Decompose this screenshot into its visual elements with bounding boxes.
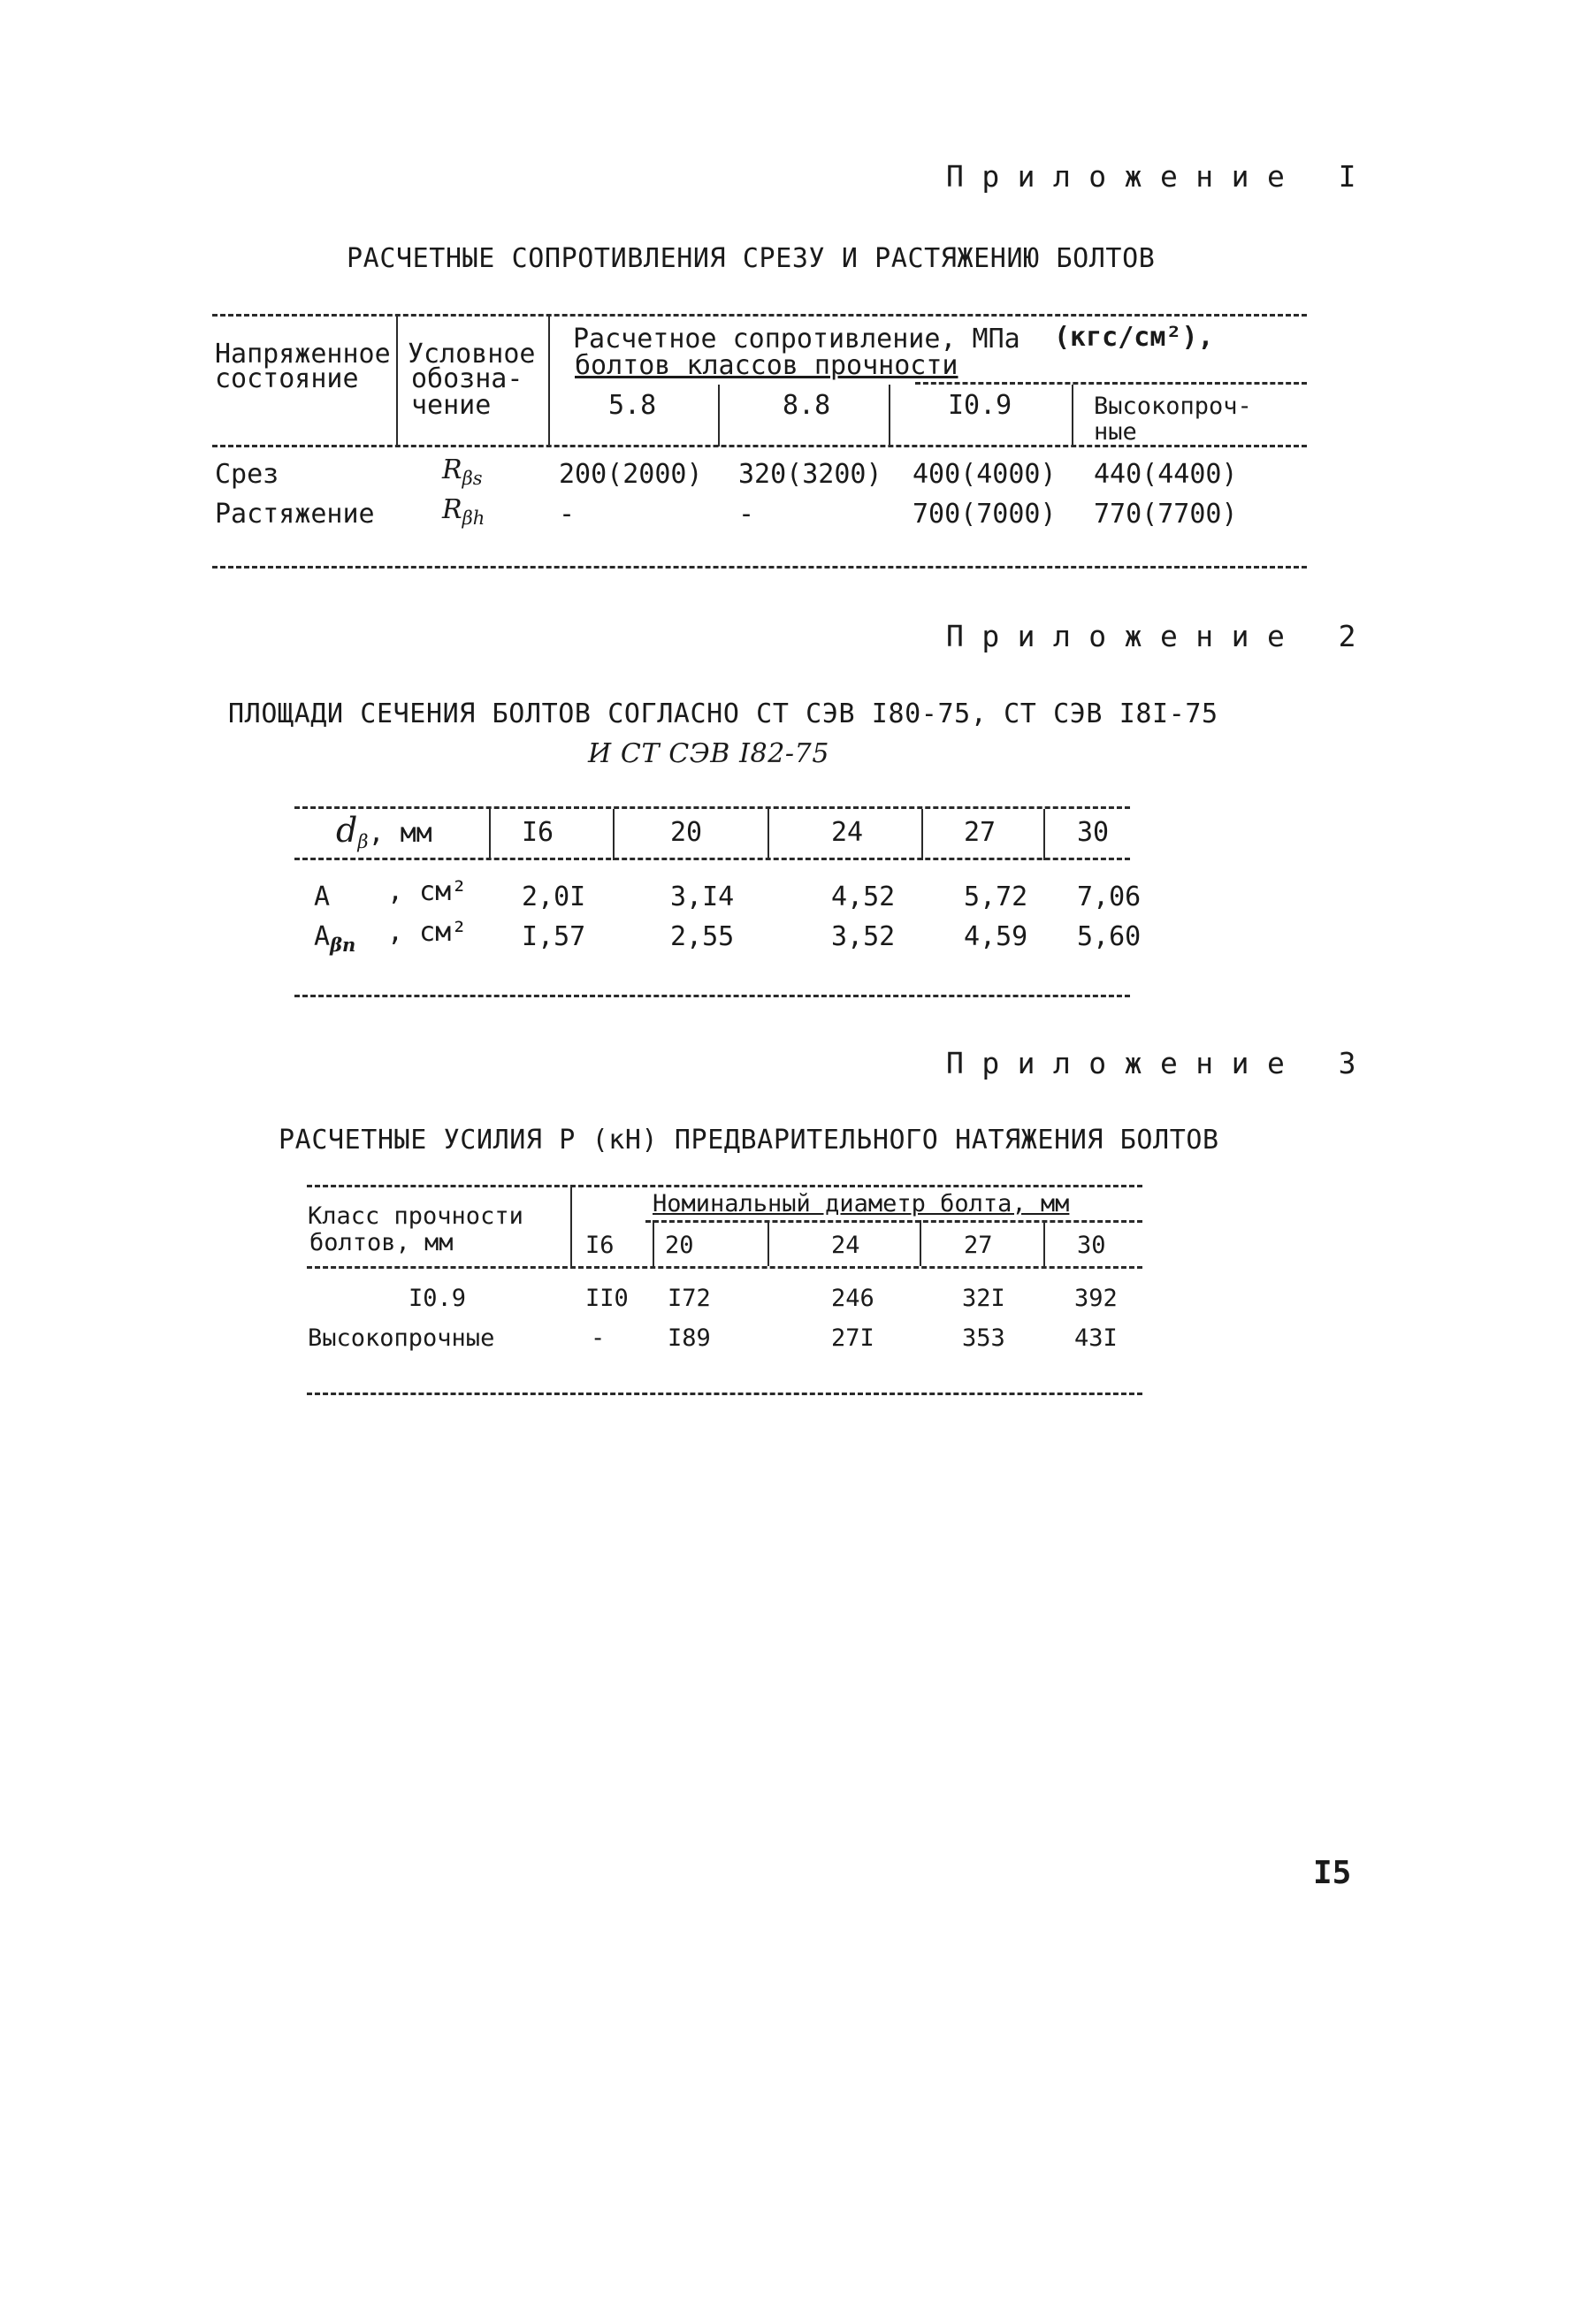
- header-bottom-rule: [294, 858, 1130, 860]
- header-state-line2: состояние: [215, 363, 359, 394]
- row-value: 4,52: [831, 881, 896, 912]
- header-class-line1: Класс прочности: [308, 1202, 523, 1230]
- row-symbol: $R_{\beta s}$: [442, 454, 483, 489]
- row-value: 320(3200): [738, 459, 882, 490]
- row-value: 27I: [831, 1324, 874, 1352]
- class-10-9: I0.9: [948, 390, 1012, 421]
- row-value: 32I: [962, 1285, 1005, 1312]
- row-symbol: $R_{\beta h}$: [442, 494, 485, 529]
- row-label: A: [314, 881, 331, 912]
- column-divider: [653, 1220, 654, 1266]
- row-value: 2,55: [670, 921, 735, 952]
- row-value: 353: [962, 1324, 1005, 1352]
- row-value: 3,I4: [670, 881, 735, 912]
- column-divider: [613, 809, 615, 860]
- header-group: Номинальный диаметр болта, мм: [653, 1190, 1070, 1217]
- appendix2-title-line2: И СТ СЭВ I82-75: [588, 738, 830, 769]
- diameter-header: 24: [831, 1232, 860, 1259]
- row-value: 5,72: [964, 881, 1028, 912]
- column-divider: [396, 314, 398, 446]
- column-divider: [921, 809, 923, 860]
- row-state: Срез: [215, 459, 279, 490]
- table-bottom-rule: [294, 995, 1130, 997]
- class-divider: [718, 385, 720, 446]
- table-top-rule: [294, 806, 1130, 809]
- row-value: 4,59: [964, 921, 1028, 952]
- header-subrule: [645, 1220, 1142, 1223]
- header-group-line2: болтов классов прочности: [575, 350, 958, 381]
- class-divider: [889, 385, 890, 446]
- row-class: Высокопрочные: [308, 1324, 495, 1352]
- diameter-header: 27: [964, 817, 997, 848]
- row-value: 43I: [1074, 1324, 1118, 1352]
- header-group-line1: Расчетное сопротивление, МПа: [573, 324, 1020, 355]
- row-value: I89: [668, 1324, 711, 1352]
- row-value: 2,0I: [522, 881, 586, 912]
- column-divider: [767, 809, 769, 860]
- column-divider: [1043, 1220, 1045, 1266]
- diameter-header: 30: [1077, 817, 1110, 848]
- header-symbol-line1: Условное: [408, 339, 536, 370]
- row-value: 392: [1074, 1285, 1118, 1312]
- row-label: $A_{\beta n}$: [314, 921, 356, 956]
- header-label: $d_\beta$, мм: [336, 811, 432, 852]
- column-divider: [489, 809, 491, 860]
- row-value: 200(2000): [559, 459, 703, 490]
- header-symbol-line3: чение: [411, 390, 492, 421]
- table-top-rule: [307, 1185, 1142, 1187]
- row-value: -: [559, 499, 576, 530]
- column-divider: [767, 1220, 769, 1266]
- appendix3-heading: Приложение 3: [946, 1046, 1374, 1080]
- row-class: I0.9: [409, 1285, 467, 1312]
- class-8-8: 8.8: [783, 390, 831, 421]
- table-bottom-rule: [307, 1393, 1142, 1395]
- class-high-strength-line1: Высокопроч-: [1094, 393, 1252, 420]
- header-group-unit: (кгс/см²),: [1054, 322, 1214, 353]
- class-divider: [1072, 385, 1073, 446]
- appendix3-title: РАСЧЕТНЫЕ УСИЛИЯ P (кН) ПРЕДВАРИТЕЛЬНОГО НАТЯЖЕНИЯ БОЛТОВ: [279, 1125, 1219, 1156]
- row-state: Растяжение: [215, 499, 375, 530]
- row-value: 246: [831, 1285, 874, 1312]
- header-state-line1: Напряженное: [215, 339, 391, 370]
- page-number: I5: [1313, 1855, 1352, 1891]
- column-divider: [548, 314, 550, 446]
- row-value: II0: [585, 1285, 629, 1312]
- diameter-header: 27: [964, 1232, 993, 1259]
- appendix1-heading: Приложение I: [946, 159, 1374, 194]
- row-unit: , см²: [387, 917, 468, 948]
- row-value: 700(7000): [913, 499, 1057, 530]
- table-bottom-rule: [212, 566, 1307, 569]
- table-top-rule: [212, 314, 1307, 317]
- diameter-header: I6: [585, 1232, 615, 1259]
- class-5-8: 5.8: [608, 390, 657, 421]
- row-value: I72: [668, 1285, 711, 1312]
- header-bottom-rule: [212, 445, 1307, 447]
- diameter-header: 20: [665, 1232, 694, 1259]
- row-value: -: [738, 499, 755, 530]
- header-symbol-line2: обозна-: [411, 363, 523, 394]
- column-divider: [570, 1187, 572, 1266]
- row-value: 440(4400): [1094, 459, 1238, 490]
- row-value: I,57: [522, 921, 586, 952]
- diameter-header: 30: [1077, 1232, 1106, 1259]
- appendix1-title: РАСЧЕТНЫЕ СОПРОТИВЛЕНИЯ СРЕЗУ И РАСТЯЖЕНИЮ БОЛТОВ: [347, 243, 1156, 274]
- header-subrule: [915, 382, 1307, 385]
- row-unit: , см²: [387, 876, 468, 907]
- row-value: 7,06: [1077, 881, 1142, 912]
- header-class-line2: болтов, мм: [309, 1229, 454, 1256]
- diameter-header: I6: [522, 817, 554, 848]
- class-high-strength-line2: ные: [1094, 418, 1137, 446]
- row-value: 400(4000): [913, 459, 1057, 490]
- column-divider: [1043, 809, 1045, 860]
- appendix2-title-line1: ПЛОЩАДИ СЕЧЕНИЯ БОЛТОВ СОГЛАСНО СТ СЭВ I80-75, СТ СЭВ I8I-75: [228, 698, 1218, 729]
- diameter-header: 20: [670, 817, 703, 848]
- row-value: 5,60: [1077, 921, 1142, 952]
- diameter-header: 24: [831, 817, 864, 848]
- row-value: -: [591, 1324, 606, 1352]
- column-divider: [920, 1220, 921, 1266]
- appendix2-heading: Приложение 2: [946, 619, 1374, 653]
- row-value: 3,52: [831, 921, 896, 952]
- row-value: 770(7700): [1094, 499, 1238, 530]
- header-bottom-rule: [307, 1266, 1142, 1269]
